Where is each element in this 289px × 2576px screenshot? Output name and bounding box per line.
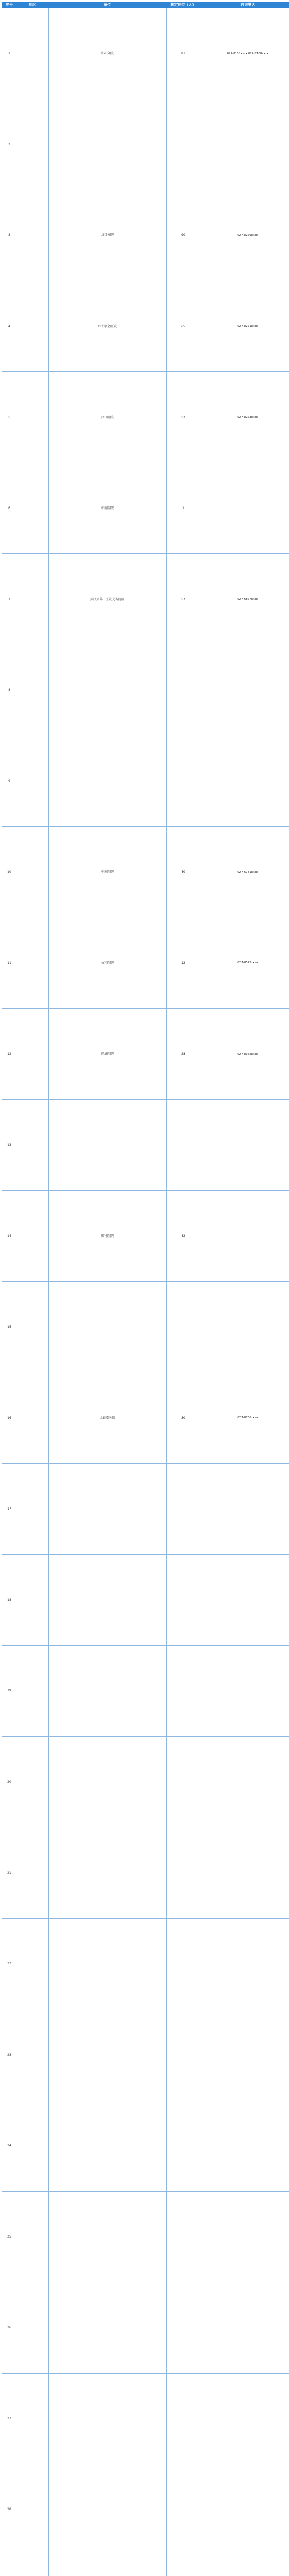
cell-index: 5 xyxy=(2,372,17,463)
table-row xyxy=(2,1646,289,1737)
cell-phone: 027-8279xxxx xyxy=(200,190,289,281)
cell-region xyxy=(17,827,49,918)
cell-beds: 40 xyxy=(167,827,200,918)
cell-beds: 42 xyxy=(167,1191,200,1282)
cell-index: 16 xyxy=(2,1372,17,1464)
cell-index: 11 xyxy=(2,918,17,1009)
cell-region xyxy=(17,281,49,372)
table-row xyxy=(2,1099,289,1191)
cell-index: 28 xyxy=(2,2464,17,2555)
cell-unit: 肺科医院 xyxy=(49,1191,167,1282)
cell-phone: 027-6781xxxx xyxy=(200,827,289,918)
cell-beds: 1 xyxy=(167,463,200,554)
cell-phone xyxy=(200,1554,289,1646)
table-row xyxy=(2,736,289,827)
cell-unit xyxy=(49,1281,167,1372)
cell-phone: 027-8271xxxx xyxy=(200,281,289,372)
cell-beds xyxy=(167,2373,200,2464)
cell-region xyxy=(17,8,49,99)
cell-index: 13 xyxy=(2,1099,17,1191)
cell-index: 27 xyxy=(2,2373,17,2464)
cell-region xyxy=(17,736,49,827)
cell-region xyxy=(17,2373,49,2464)
cell-index: 3 xyxy=(2,190,17,281)
cell-unit: 协和医院 xyxy=(49,918,167,1009)
cell-region xyxy=(17,1009,49,1100)
cell-unit xyxy=(49,1646,167,1737)
cell-unit xyxy=(49,2373,167,2464)
cell-beds xyxy=(167,1281,200,1372)
cell-unit xyxy=(49,1918,167,2009)
cell-beds xyxy=(167,2191,200,2282)
table-row xyxy=(2,2191,289,2282)
table-row xyxy=(2,1736,289,1827)
cell-region xyxy=(17,372,49,463)
cell-beds xyxy=(167,645,200,736)
cell-unit xyxy=(49,2100,167,2191)
cell-index: 23 xyxy=(2,2009,17,2100)
cell-index xyxy=(2,2555,17,2576)
cell-region xyxy=(17,2100,49,2191)
cell-unit: 红十字会医院 xyxy=(49,281,167,372)
table-row xyxy=(2,2373,289,2464)
cell-beds xyxy=(167,1554,200,1646)
cell-region xyxy=(17,463,49,554)
cell-unit: 汉口分院 xyxy=(49,190,167,281)
table-row xyxy=(2,2282,289,2374)
cell-region xyxy=(17,1736,49,1827)
cell-phone xyxy=(200,2282,289,2374)
cell-unit xyxy=(49,99,167,190)
cell-unit: 金银潭医院 xyxy=(49,1372,167,1464)
table-row xyxy=(2,99,289,190)
cell-beds: 30 xyxy=(167,1372,200,1464)
cell-region xyxy=(17,1554,49,1646)
cell-beds xyxy=(167,1736,200,1827)
cell-beds: 28 xyxy=(167,1009,200,1100)
cell-phone xyxy=(200,1099,289,1191)
cell-beds xyxy=(167,1646,200,1737)
cell-index: 19 xyxy=(2,1646,17,1737)
cell-unit xyxy=(49,1464,167,1555)
table-row xyxy=(2,827,289,918)
cell-phone xyxy=(200,736,289,827)
cell-phone xyxy=(200,1191,289,1282)
header-region: 地区 xyxy=(17,2,49,8)
cell-phone xyxy=(200,2464,289,2555)
table-row xyxy=(2,281,289,372)
cell-unit: 武汉市第三医院光谷院区 xyxy=(49,554,167,645)
cell-region xyxy=(17,190,49,281)
cell-phone xyxy=(200,2100,289,2191)
cell-beds: 53 xyxy=(167,372,200,463)
table-row xyxy=(2,2555,289,2576)
cell-beds: 12 xyxy=(167,918,200,1009)
cell-region xyxy=(17,554,49,645)
header-row xyxy=(2,2,289,8)
table-row xyxy=(2,1464,289,1555)
table-row xyxy=(2,1372,289,1464)
table-row xyxy=(2,190,289,281)
cell-region xyxy=(17,918,49,1009)
cell-beds xyxy=(167,2100,200,2191)
cell-region xyxy=(17,2009,49,2100)
cell-phone xyxy=(200,1646,289,1737)
cell-index: 9 xyxy=(2,736,17,827)
cell-phone xyxy=(200,1827,289,1919)
cell-phone xyxy=(200,463,289,554)
table-row xyxy=(2,1281,289,1372)
cell-index: 12 xyxy=(2,1009,17,1100)
table-row xyxy=(2,1554,289,1646)
cell-region xyxy=(17,2191,49,2282)
cell-region xyxy=(17,1191,49,1282)
cell-phone: 027-8362xxxx xyxy=(200,1009,289,1100)
cell-beds: 57 xyxy=(167,554,200,645)
cell-index: 17 xyxy=(2,1464,17,1555)
cell-beds xyxy=(167,1464,200,1555)
cell-region xyxy=(17,1827,49,1919)
cell-phone xyxy=(200,645,289,736)
cell-unit xyxy=(49,2191,167,2282)
cell-index: 22 xyxy=(2,1918,17,2009)
cell-region xyxy=(17,2555,49,2576)
cell-index: 7 xyxy=(2,554,17,645)
cell-phone xyxy=(200,1464,289,1555)
cell-beds xyxy=(167,2009,200,2100)
cell-index: 18 xyxy=(2,1554,17,1646)
cell-unit xyxy=(49,1099,167,1191)
cell-unit xyxy=(49,2555,167,2576)
cell-region xyxy=(17,99,49,190)
cell-index: 24 xyxy=(2,2100,17,2191)
table-row xyxy=(2,463,289,554)
cell-unit: 汉口医院 xyxy=(49,372,167,463)
cell-index: 25 xyxy=(2,2191,17,2282)
cell-unit: 中南医院 xyxy=(49,827,167,918)
cell-region xyxy=(17,1464,49,1555)
cell-phone: 027-8572xxxx xyxy=(200,918,289,1009)
cell-index: 4 xyxy=(2,281,17,372)
table-header xyxy=(2,2,289,8)
cell-region xyxy=(17,1281,49,1372)
cell-unit: 中心分院 xyxy=(49,8,167,99)
cell-index: 10 xyxy=(2,827,17,918)
cell-phone xyxy=(200,99,289,190)
cell-index: 21 xyxy=(2,1827,17,1919)
table-row xyxy=(2,8,289,99)
cell-region xyxy=(17,2464,49,2555)
table-row xyxy=(2,645,289,736)
cell-index: 15 xyxy=(2,1281,17,1372)
cell-beds xyxy=(167,2464,200,2555)
cell-phone xyxy=(200,1918,289,2009)
cell-unit xyxy=(49,1554,167,1646)
cell-unit xyxy=(49,645,167,736)
cell-index: 8 xyxy=(2,645,17,736)
cell-region xyxy=(17,1372,49,1464)
cell-region xyxy=(17,645,49,736)
table-row xyxy=(2,1191,289,1282)
cell-phone: 027-8766xxxx xyxy=(200,1372,289,1464)
cell-phone: 027-8273xxxx xyxy=(200,372,289,463)
cell-index: 6 xyxy=(2,463,17,554)
cell-beds xyxy=(167,99,200,190)
cell-unit: 中南医院 xyxy=(49,463,167,554)
table-row xyxy=(2,1918,289,2009)
cell-unit xyxy=(49,1827,167,1919)
cell-phone xyxy=(200,1736,289,1827)
cell-beds: 65 xyxy=(167,281,200,372)
cell-index: 1 xyxy=(2,8,17,99)
cell-unit xyxy=(49,2009,167,2100)
table-row xyxy=(2,918,289,1009)
cell-region xyxy=(17,1646,49,1737)
cell-beds xyxy=(167,2282,200,2374)
cell-region xyxy=(17,2282,49,2374)
cell-unit xyxy=(49,2464,167,2555)
table-row xyxy=(2,2009,289,2100)
header-phone: 咨询电话 xyxy=(200,2,289,8)
cell-phone xyxy=(200,2191,289,2282)
cell-region xyxy=(17,1918,49,2009)
cell-unit xyxy=(49,2282,167,2374)
cell-index: 2 xyxy=(2,99,17,190)
cell-phone: 027-6877xxxx xyxy=(200,554,289,645)
resource-table xyxy=(2,2,289,2576)
header-index: 序号 xyxy=(2,2,17,8)
cell-beds: 90 xyxy=(167,190,200,281)
table-row xyxy=(2,1827,289,1919)
header-unit: 单位 xyxy=(49,2,167,8)
cell-beds xyxy=(167,1099,200,1191)
cell-unit: 同济医院 xyxy=(49,1009,167,1100)
cell-index: 14 xyxy=(2,1191,17,1282)
cell-beds xyxy=(167,1918,200,2009)
cell-index: 20 xyxy=(2,1736,17,1827)
cell-unit xyxy=(49,736,167,827)
header-beds: 核定床位（人） xyxy=(167,2,200,8)
cell-phone: 027-8108xxxx 027-8108xxxx xyxy=(200,8,289,99)
table-body xyxy=(2,8,289,2576)
cell-index: 26 xyxy=(2,2282,17,2374)
table-row xyxy=(2,554,289,645)
table-row xyxy=(2,2100,289,2191)
cell-region xyxy=(17,1099,49,1191)
table-row xyxy=(2,372,289,463)
cell-unit xyxy=(49,1736,167,1827)
cell-beds: 81 xyxy=(167,8,200,99)
cell-phone xyxy=(200,1281,289,1372)
cell-phone xyxy=(200,2373,289,2464)
table-row xyxy=(2,2464,289,2555)
cell-beds xyxy=(167,2555,200,2576)
cell-phone xyxy=(200,2009,289,2100)
cell-phone xyxy=(200,2555,289,2576)
cell-beds xyxy=(167,736,200,827)
table-row xyxy=(2,1009,289,1100)
cell-beds xyxy=(167,1827,200,1919)
